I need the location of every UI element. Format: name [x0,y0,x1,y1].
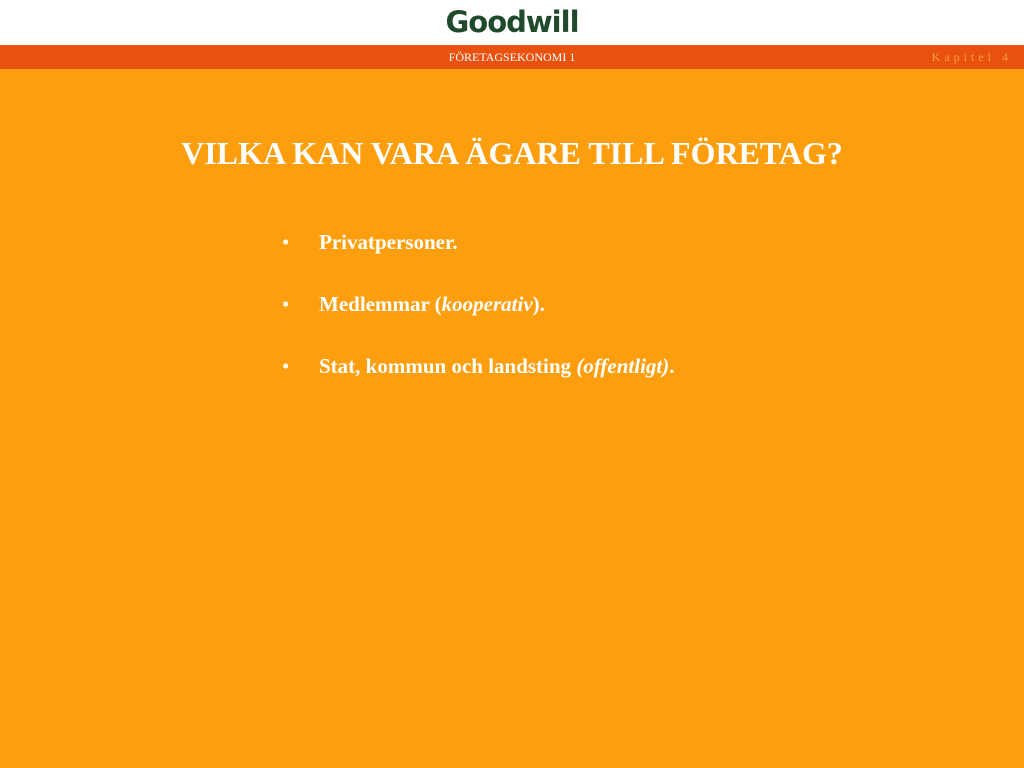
chapter-label: Kapitel 4 [931,50,1012,64]
bullet-list [282,227,675,413]
bullet-suffix: ). [532,292,545,316]
bullet-text: Privatpersoner. [319,230,458,254]
bullet-icon: • [282,230,290,254]
slide-content [0,69,1024,768]
header-bar [0,45,1024,69]
logo-bar [0,0,1024,45]
slide-title: VILKA KAN VARA ÄGARE TILL FÖRETAG? [181,135,843,171]
bullet-icon: • [282,292,290,316]
bullet-text: Stat, kommun och landsting [319,354,577,378]
bullet-italic-text: (offentligt) [576,354,670,378]
bullet-item [282,351,675,413]
bullet-text: Medlemmar ( [319,292,442,316]
goodwill-logo: Goodwill [445,5,579,39]
bullet-suffix: . [669,354,675,378]
bullet-item [282,289,675,351]
bullet-italic-text: kooperativ [441,292,533,316]
bullet-item [282,227,675,289]
bullet-icon: • [282,354,290,378]
course-title: FÖRETAGSEKONOMI 1 [448,50,576,64]
